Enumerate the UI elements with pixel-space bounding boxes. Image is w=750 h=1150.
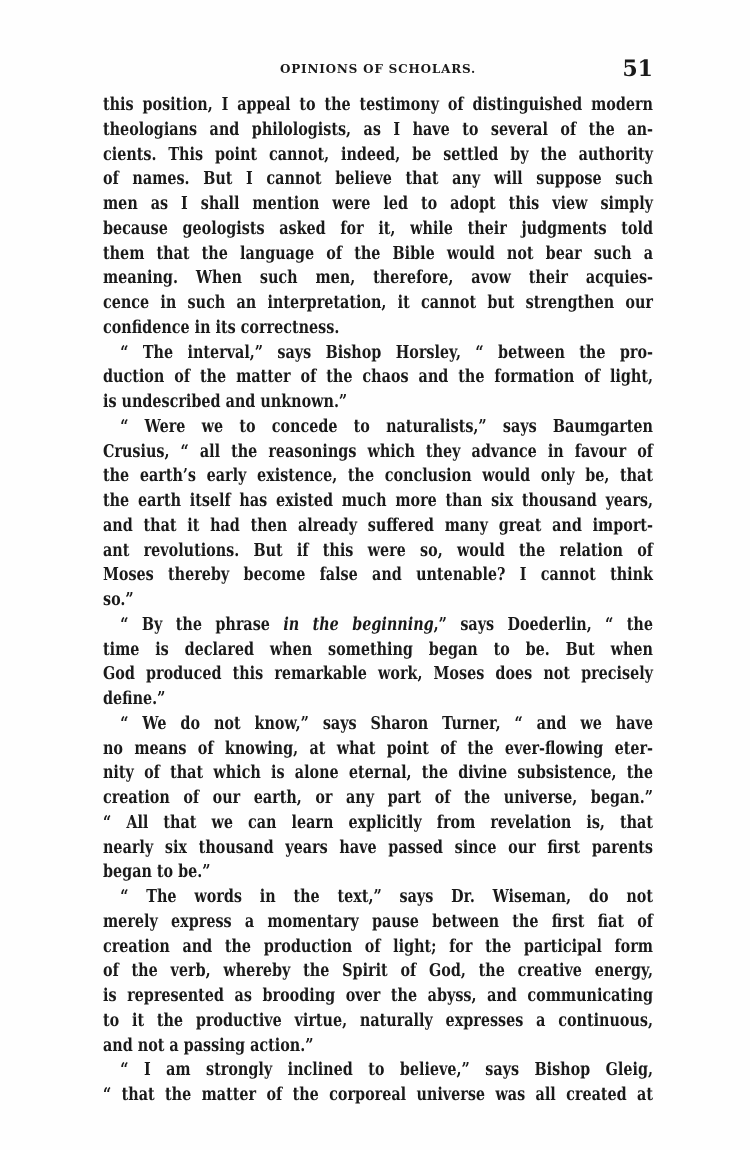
text-line: “ All that we can learn explicitly from revelation is, that xyxy=(103,812,653,833)
text-line: “ We do not know,” says Sharon Turner, “ and we have xyxy=(120,713,653,734)
text-line: of the verb, whereby the Spirit of God, the creative energy, xyxy=(103,961,653,982)
text-line: no means of knowing, at what point of the ever-flowing eter- xyxy=(103,738,653,759)
text-line: to it the productive virtue, naturally expresses a continuous, xyxy=(103,1010,653,1031)
text-line: merely express a momentary pause between the first fiat of xyxy=(103,911,653,932)
text-line: time is declared when something began to be. But when xyxy=(103,639,653,660)
text-line xyxy=(103,613,653,638)
text-line: began to be.” xyxy=(103,862,211,883)
text-line: God produced this remarkable work, Moses does not precisely xyxy=(103,664,653,685)
text-line: confidence in its correctness. xyxy=(103,317,340,338)
text-line: “ The interval,” says Bishop Horsley, “ between the pro- xyxy=(120,342,653,363)
text-line: ant revolutions. But if this were so, would the relation of xyxy=(103,540,653,561)
text-line: Moses thereby become false and untenable? I cannot think xyxy=(103,565,653,586)
text-line: cence in such an interpretation, it cannot but strengthen our xyxy=(103,293,653,313)
body-text xyxy=(103,93,653,1108)
text-line: is represented as brooding over the abyss, and communicating xyxy=(103,986,653,1006)
text-line: because geologists asked for it, while their judgments told xyxy=(103,218,653,239)
text-line: men as I shall mention were led to adopt this view simply xyxy=(103,194,653,214)
text-line: nity of that which is alone eternal, the divine subsistence, the xyxy=(103,763,653,784)
text-line: “ I am strongly inclined to believe,” says Bishop Gleig, xyxy=(120,1060,653,1081)
italic-phrase: in the beginning xyxy=(283,614,434,635)
text-run: “ By the phrase xyxy=(120,614,284,635)
text-line: nearly six thousand years have passed since our first parents xyxy=(103,837,653,858)
text-line: this position, I appeal to the testimony of distinguished modern xyxy=(103,95,653,115)
page-number: 51 xyxy=(622,56,653,82)
text-line: “ that the matter of the corporeal universe was all created at xyxy=(103,1085,653,1105)
text-line: theologians and philologists, as I have to several of the an- xyxy=(103,119,653,140)
text-line: and that it had then already suffered many great and import- xyxy=(103,515,653,536)
text-line: creation and the production of light; for the participal form xyxy=(103,936,653,957)
text-line: “ Were we to concede to naturalists,” says Baumgarten xyxy=(120,416,653,437)
text-line: define.” xyxy=(103,689,166,709)
text-line: of names. But I cannot believe that any will suppose such xyxy=(103,169,653,190)
text-line: the earth’s early existence, the conclusion would only be, that xyxy=(103,466,653,487)
text-line: Crusius, “ all the reasonings which they advance in favour of xyxy=(103,441,653,462)
running-title: OPINIONS OF SCHOLARS. xyxy=(279,62,477,76)
text-line: is undescribed and unknown.” xyxy=(103,392,348,412)
text-line: duction of the matter of the chaos and the formation of light, xyxy=(103,367,653,388)
text-line: so.” xyxy=(103,590,134,610)
text-line: them that the language of the Bible would not bear such a xyxy=(103,243,653,264)
text-line: cients. This point cannot, indeed, be settled by the authority xyxy=(103,144,653,165)
text-line: the earth itself has existed much more than six thousand years, xyxy=(103,491,653,511)
text-run: ,” says Doederlin, “ the xyxy=(433,614,654,635)
page-header xyxy=(103,56,653,86)
text-line: meaning. When such men, therefore, avow their acquies- xyxy=(103,268,653,289)
text-line: “ The words in the text,” says Dr. Wiseman, do not xyxy=(120,887,653,907)
text-line: and not a passing action.” xyxy=(103,1035,314,1056)
text-line: creation of our earth, or any part of the universe, began.” xyxy=(103,788,653,808)
